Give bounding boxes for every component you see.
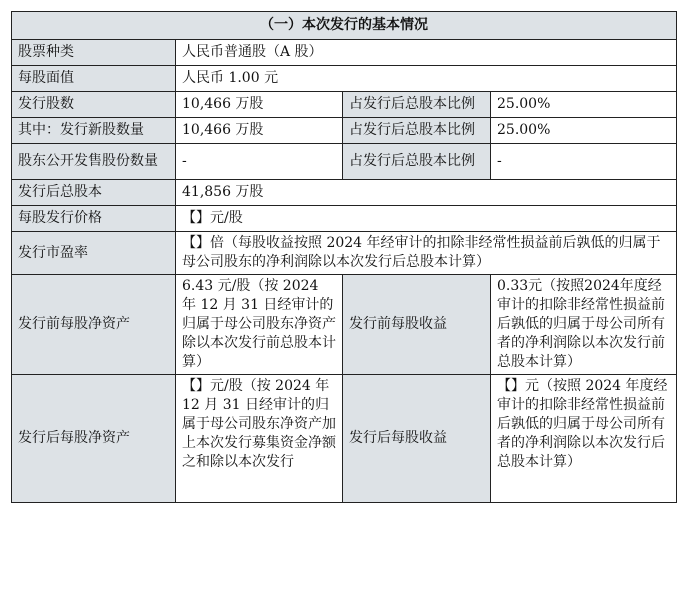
new-shares-label: 其中：发行新股数量 bbox=[12, 118, 176, 144]
issuance-basics-table-wrapper bbox=[11, 11, 676, 503]
pre-eps-value: 0.33元（按照2024年度经审计的扣除非经常性损益前后孰低的归属于母公司所有者的净利润除以本次发行前总股本计算） bbox=[491, 275, 677, 375]
shares-issued-value: 10,466 万股 bbox=[176, 92, 343, 118]
total-after-label: 发行后总股本 bbox=[12, 180, 176, 206]
shareholder-sale-label: 股东公开发售股份数量 bbox=[12, 144, 176, 180]
pre-eps-label: 发行前每股收益 bbox=[343, 275, 491, 375]
row-new-shares bbox=[12, 118, 677, 144]
shareholder-sale-value: - bbox=[176, 144, 343, 180]
row-shareholder-sale bbox=[12, 144, 677, 180]
pre-nav-label: 发行前每股净资产 bbox=[12, 275, 176, 375]
row-par-value bbox=[12, 66, 677, 92]
pre-nav-value: 6.43 元/股（按 2024 年 12 月 31 日经审计的归属于母公司股东净资产除以本次发行前总股本计算） bbox=[176, 275, 343, 375]
stock-type-value: 人民币普通股（A 股） bbox=[176, 40, 677, 66]
pe-ratio-value: 【】倍（每股收益按照 2024 年经审计的扣除非经常性损益前后孰低的归属于母公司股东的净利润除以本次发行后总股本计算） bbox=[176, 232, 677, 275]
total-after-value: 41,856 万股 bbox=[176, 180, 677, 206]
par-value-value: 人民币 1.00 元 bbox=[176, 66, 677, 92]
row-shares-issued bbox=[12, 92, 677, 118]
pe-ratio-label: 发行市盈率 bbox=[12, 232, 176, 275]
post-eps-label: 发行后每股收益 bbox=[343, 375, 491, 503]
table-title: （一）本次发行的基本情况 bbox=[12, 12, 677, 40]
issue-price-value: 【】元/股 bbox=[176, 206, 677, 232]
new-shares-value: 10,466 万股 bbox=[176, 118, 343, 144]
shareholder-sale-ratio-label: 占发行后总股本比例 bbox=[343, 144, 491, 180]
post-eps-value: 【】元（按照 2024 年度经审计的扣除非经常性损益前后孰低的归属于母公司所有者的净利润除以本次发行后总股本计算） bbox=[491, 375, 677, 503]
row-pe-ratio bbox=[12, 232, 677, 275]
new-shares-ratio: 25.00% bbox=[491, 118, 677, 144]
shares-issued-ratio: 25.00% bbox=[491, 92, 677, 118]
new-shares-ratio-label: 占发行后总股本比例 bbox=[343, 118, 491, 144]
post-nav-value: 【】元/股（按 2024 年 12 月 31 日经审计的归属于母公司股东净资产加上本次发行募集资金净额之和除以本次发行 bbox=[182, 378, 336, 470]
post-nav-label: 发行后每股净资产 bbox=[12, 375, 176, 503]
shares-issued-ratio-label: 占发行后总股本比例 bbox=[343, 92, 491, 118]
title-row bbox=[12, 12, 677, 40]
row-issue-price bbox=[12, 206, 677, 232]
post-nav-value-cell bbox=[176, 375, 343, 503]
issuance-basics-table bbox=[11, 11, 677, 503]
row-pre-nav bbox=[12, 275, 677, 375]
shares-issued-label: 发行股数 bbox=[12, 92, 176, 118]
par-value-label: 每股面值 bbox=[12, 66, 176, 92]
issue-price-label: 每股发行价格 bbox=[12, 206, 176, 232]
row-stock-type bbox=[12, 40, 677, 66]
row-total-after bbox=[12, 180, 677, 206]
stock-type-label: 股票种类 bbox=[12, 40, 176, 66]
shareholder-sale-ratio: - bbox=[491, 144, 677, 180]
row-post-nav bbox=[12, 375, 677, 503]
